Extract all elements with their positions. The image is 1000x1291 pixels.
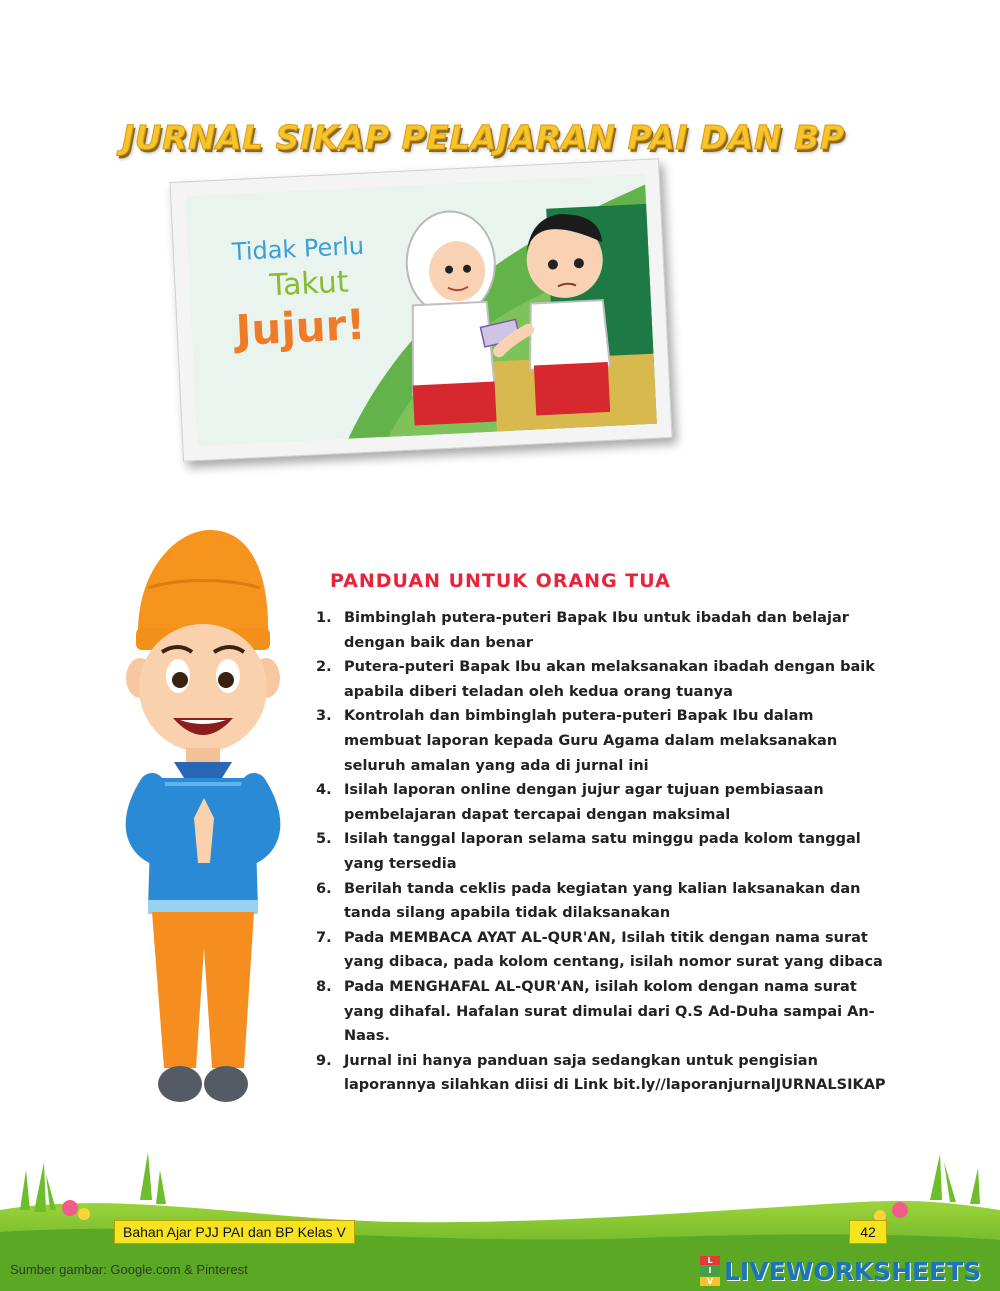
badge-letter: I bbox=[700, 1266, 720, 1275]
badge-letter: L bbox=[700, 1256, 720, 1265]
footer-book-label: Bahan Ajar PJJ PAI dan BP Kelas V bbox=[114, 1220, 355, 1244]
guide-item-3 bbox=[316, 704, 896, 778]
photo-illustration bbox=[185, 174, 657, 446]
guide-item-text: Bimbinglah putera-puteri Bapak Ibu untuk ibadah dan belajar dengan baik dan benar bbox=[344, 610, 849, 651]
guide-item-number: 6. bbox=[316, 880, 332, 897]
guide-item-number: 7. bbox=[316, 929, 332, 946]
guide-item-text: Pada MENGHAFAL AL-QUR'AN, isilah kolom dengan nama surat yang dihafal. Hafalan surat dimulai dari Q.S Ad-Duha sampai An-Naas. bbox=[344, 978, 875, 1045]
photo-text-line1: Tidak Perlu bbox=[231, 231, 365, 267]
guide-item-1 bbox=[316, 606, 896, 655]
guide-item-text: Kontrolah dan bimbinglah putera-puteri Bapak Ibu dalam membuat laporan kepada Guru Agama dalam melaksanakan seluruh amalan yang ada di jurnal ini bbox=[344, 708, 838, 774]
liveworksheets-logo[interactable] bbox=[700, 1254, 981, 1288]
guide-item-number: 5. bbox=[316, 831, 332, 848]
guide-item-text: Jurnal ini hanya panduan saja sedangkan untuk pengisian laporannya silahkan diisi di Link bit.ly//laporanjurnalJURNALSIKAP bbox=[344, 1052, 886, 1094]
guide-item-number: 2. bbox=[316, 659, 332, 676]
liveworksheets-badge-icon bbox=[700, 1256, 720, 1286]
guide-item-number: 8. bbox=[316, 978, 332, 995]
image-source-note: Sumber gambar: Google.com & Pinterest bbox=[10, 1262, 248, 1277]
photo-card bbox=[169, 158, 672, 462]
guide-item-number: 4. bbox=[316, 782, 332, 799]
photo-text-line2: Takut bbox=[268, 264, 350, 304]
guide-item-7 bbox=[316, 926, 896, 975]
guide-item-text: Pada MEMBACA AYAT AL-QUR'AN, Isilah titik dengan nama surat yang dibaca, pada kolom centang, isilah nomor surat yang dibaca bbox=[344, 929, 883, 971]
guide-item-text: Berilah tanda ceklis pada kegiatan yang kalian laksanakan dan tanda silang apabila tidak dilaksanakan bbox=[344, 880, 861, 922]
guide-item-6 bbox=[316, 877, 896, 926]
boy-illustration bbox=[118, 528, 288, 1118]
guide-item-number: 9. bbox=[316, 1052, 332, 1069]
guide-item-5 bbox=[316, 827, 896, 876]
guide-item-text: Isilah laporan online dengan jujur agar tujuan pembiasaan pembelajaran dapat tercapai dengan maksimal bbox=[344, 782, 824, 823]
guide-item-text: Isilah tanggal laporan selama satu minggu pada kolom tanggal yang tersedia bbox=[344, 831, 861, 872]
guide-item-text: Putera-puteri Bapak Ibu akan melaksanakan ibadah dengan baik apabila diberi teladan oleh kedua orang tuanya bbox=[344, 659, 875, 700]
page-title: JURNAL SIKAP PELAJARAN PAI DAN BP bbox=[122, 118, 845, 157]
guide-item-number: 3. bbox=[316, 708, 332, 725]
guide-list bbox=[316, 606, 896, 1098]
badge-letter: V bbox=[700, 1277, 720, 1286]
photo-text-line3: Jujur! bbox=[234, 299, 367, 356]
guide-heading: PANDUAN UNTUK ORANG TUA bbox=[330, 570, 671, 592]
page-number: 42 bbox=[849, 1220, 887, 1244]
liveworksheets-wordmark: LIVEWORKSHEETS bbox=[724, 1256, 982, 1286]
guide-item-4 bbox=[316, 778, 896, 827]
guide-item-number: 1. bbox=[316, 610, 332, 626]
guide-item-9 bbox=[316, 1049, 896, 1098]
guide-item-8 bbox=[316, 975, 896, 1049]
guide-item-2 bbox=[316, 655, 896, 704]
